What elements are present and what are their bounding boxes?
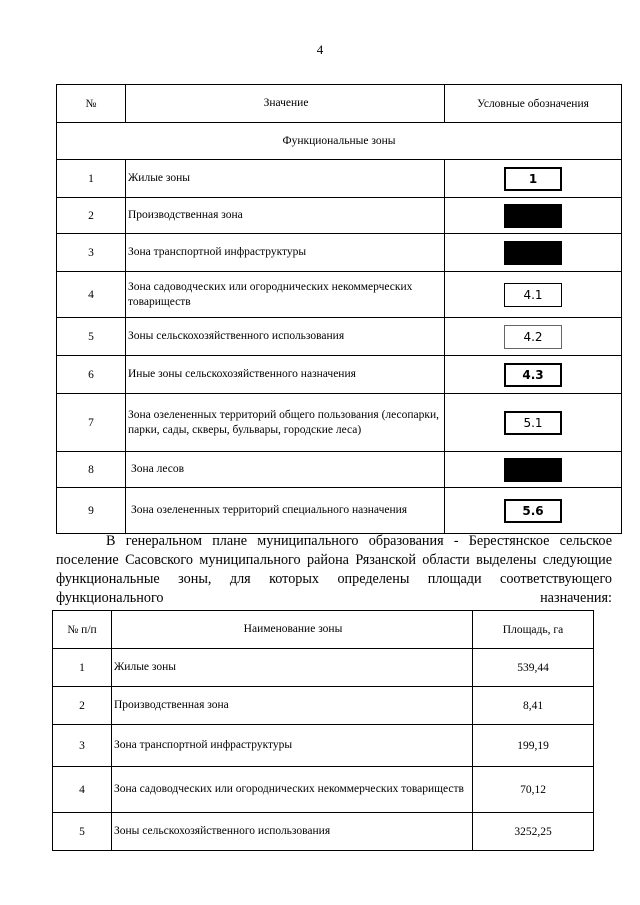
area-row-num: 5 xyxy=(53,813,112,851)
area-row-num: 1 xyxy=(53,649,112,687)
area-row-name: Зона транспортной инфраструктуры xyxy=(112,725,473,767)
legend-symbol-cell xyxy=(445,160,622,198)
page-number: 4 xyxy=(316,42,324,57)
area-table xyxy=(52,610,594,851)
legend-header-value: Значение xyxy=(126,85,445,123)
legend-symbol-cell xyxy=(445,394,622,452)
zone-symbol-swatch xyxy=(504,241,562,265)
legend-section-row xyxy=(57,123,622,160)
legend-row xyxy=(57,394,622,452)
area-row xyxy=(53,649,594,687)
legend-row-value: Зона озелененных территорий общего пользования (лесопарки, парки, сады, скверы, бульвары, городские леса) xyxy=(126,394,445,452)
zone-symbol-swatch xyxy=(504,458,562,482)
legend-symbol-cell xyxy=(445,488,622,534)
zone-symbol-swatch: 5.1 xyxy=(504,411,562,435)
legend-row xyxy=(57,318,622,356)
area-row-name: Зона садоводческих или огороднических некоммерческих товариществ xyxy=(112,767,473,813)
legend-symbol-cell xyxy=(445,272,622,318)
area-row xyxy=(53,767,594,813)
area-row-area: 70,12 xyxy=(473,767,594,813)
legend-row-value: Зона лесов xyxy=(126,452,445,488)
area-row-name: Производственная зона xyxy=(112,687,473,725)
area-header-area: Площадь, га xyxy=(473,611,594,649)
legend-row xyxy=(57,234,622,272)
zone-symbol-swatch: 1 xyxy=(504,167,562,191)
legend-row-num: 4 xyxy=(57,272,126,318)
area-header-num: № п/п xyxy=(53,611,112,649)
legend-row-value: Зона транспортной инфраструктуры xyxy=(126,234,445,272)
legend-symbol-cell xyxy=(445,198,622,234)
legend-row-num: 8 xyxy=(57,452,126,488)
area-header-name: Наименование зоны xyxy=(112,611,473,649)
legend-symbol-cell xyxy=(445,234,622,272)
legend-row-num: 6 xyxy=(57,356,126,394)
legend-row-num: 7 xyxy=(57,394,126,452)
legend-row xyxy=(57,160,622,198)
legend-table xyxy=(56,84,622,534)
body-paragraph: В генеральном плане муниципального образования - Берестянское сельское поселение Сасовского муниципального района Рязанской области выделены следующие функциональные зоны, для которых определены площади соответствующего функционального назначения: xyxy=(56,533,612,606)
legend-row-num: 2 xyxy=(57,198,126,234)
legend-row xyxy=(57,198,622,234)
legend-row-value: Зона озелененных территорий специального назначения xyxy=(126,488,445,534)
legend-header-row xyxy=(57,85,622,123)
area-row-area: 8,41 xyxy=(473,687,594,725)
legend-row-num: 9 xyxy=(57,488,126,534)
area-row xyxy=(53,687,594,725)
legend-row xyxy=(57,488,622,534)
legend-row-value: Зона садоводческих или огороднических некоммерческих товариществ xyxy=(126,272,445,318)
legend-row-num: 1 xyxy=(57,160,126,198)
legend-row xyxy=(57,452,622,488)
legend-row-value: Производственная зона xyxy=(126,198,445,234)
area-row-num: 3 xyxy=(53,725,112,767)
legend-header-symbol: Условные обозначения xyxy=(445,85,622,123)
legend-header-num: № xyxy=(57,85,126,123)
area-row-num: 2 xyxy=(53,687,112,725)
legend-symbol-cell xyxy=(445,356,622,394)
area-row-num: 4 xyxy=(53,767,112,813)
legend-row-num: 5 xyxy=(57,318,126,356)
zone-symbol-swatch: 4.1 xyxy=(504,283,562,307)
legend-row xyxy=(57,356,622,394)
legend-row-num: 3 xyxy=(57,234,126,272)
zone-symbol-swatch: 4.3 xyxy=(504,363,562,387)
legend-row xyxy=(57,272,622,318)
area-row-name: Зоны сельскохозяйственного использования xyxy=(112,813,473,851)
area-row-area: 539,44 xyxy=(473,649,594,687)
area-row xyxy=(53,813,594,851)
area-row-area: 199,19 xyxy=(473,725,594,767)
area-row-name: Жилые зоны xyxy=(112,649,473,687)
area-header-row xyxy=(53,611,594,649)
zone-symbol-swatch: 5.6 xyxy=(504,499,562,523)
zone-symbol-swatch: 4.2 xyxy=(504,325,562,349)
area-row xyxy=(53,725,594,767)
legend-section-title: Функциональные зоны xyxy=(57,123,622,160)
legend-symbol-cell xyxy=(445,452,622,488)
legend-row-value: Жилые зоны xyxy=(126,160,445,198)
zone-symbol-swatch xyxy=(504,204,562,228)
legend-row-value: Иные зоны сельскохозяйственного назначения xyxy=(126,356,445,394)
legend-symbol-cell xyxy=(445,318,622,356)
area-row-area: 3252,25 xyxy=(473,813,594,851)
legend-row-value: Зоны сельскохозяйственного использования xyxy=(126,318,445,356)
